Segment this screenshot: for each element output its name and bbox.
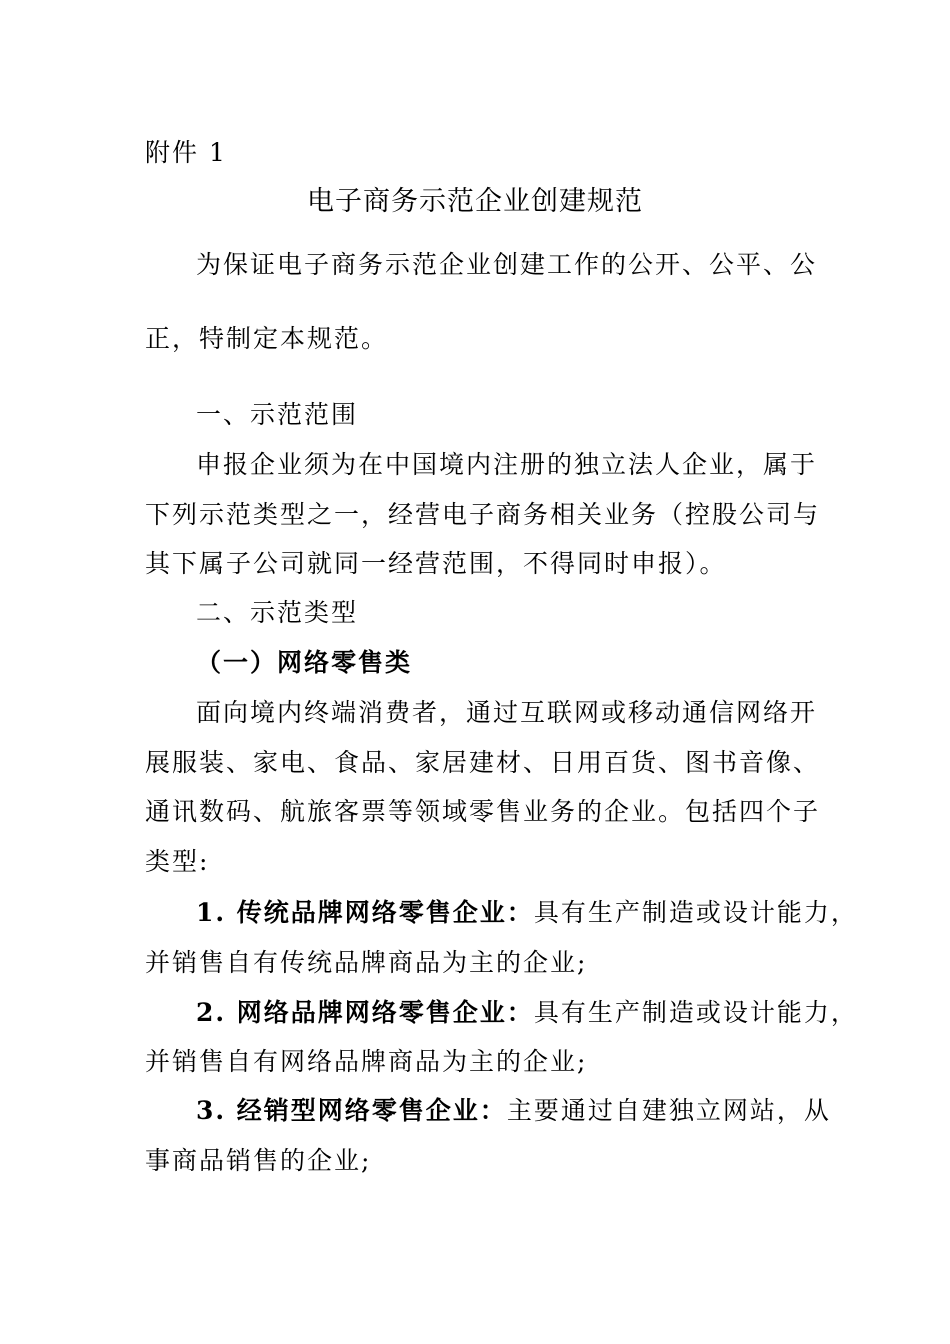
document-title: 电子商务示范企业创建规范 (307, 186, 643, 217)
subsection-1-line-1: 面向境内终端消费者，通过互联网或移动通信网络开 (196, 698, 818, 727)
item-2-label: 2. 网络品牌网络零售企业： (196, 998, 534, 1027)
item-2-text-2: 并销售自有网络品牌商品为主的企业; (145, 1047, 588, 1076)
item-3-label: 3. 经销型网络零售企业： (196, 1096, 507, 1125)
item-1-text-1: 具有生产制造或设计能力， (533, 898, 858, 927)
attachment-label: 附件 1 (145, 138, 227, 167)
section-1-line-3: 其下属子公司就同一经营范围，不得同时申报）。 (145, 549, 727, 578)
section-1-line-2: 下列示范类型之一，经营电子商务相关业务（控股公司与 (145, 500, 821, 529)
item-1-label: 1. 传统品牌网络零售企业： (196, 898, 534, 927)
subsection-1-line-2: 展服装、家电、食品、家居建材、日用百货、图书音像、 (145, 748, 821, 777)
subsection-1-line-3: 通讯数码、航旅客票等领域零售业务的企业。包括四个子 (145, 797, 821, 826)
subsection-1-heading: （一）网络零售类 (196, 648, 413, 677)
item-2-text-1: 具有生产制造或设计能力， (533, 998, 858, 1027)
item-1-line-1 (196, 898, 858, 928)
subsection-1-line-4: 类型: (145, 847, 210, 876)
item-1-text-2: 并销售自有传统品牌商品为主的企业; (145, 948, 588, 977)
intro-line-1: 为保证电子商务示范企业创建工作的公开、公平、公 (196, 250, 818, 279)
section-2-heading: 二、示范类型 (196, 598, 359, 627)
intro-line-2: 正，特制定本规范。 (145, 324, 389, 353)
item-3-text-1: 主要通过自建独立网站，从 (506, 1096, 831, 1125)
section-1-heading: 一、示范范围 (196, 400, 359, 429)
item-2-line-1 (196, 998, 858, 1028)
section-1-line-1: 申报企业须为在中国境内注册的独立法人企业，属于 (196, 450, 818, 479)
item-3-text-2: 事商品销售的企业; (145, 1146, 372, 1175)
item-3-line-1 (196, 1096, 831, 1126)
